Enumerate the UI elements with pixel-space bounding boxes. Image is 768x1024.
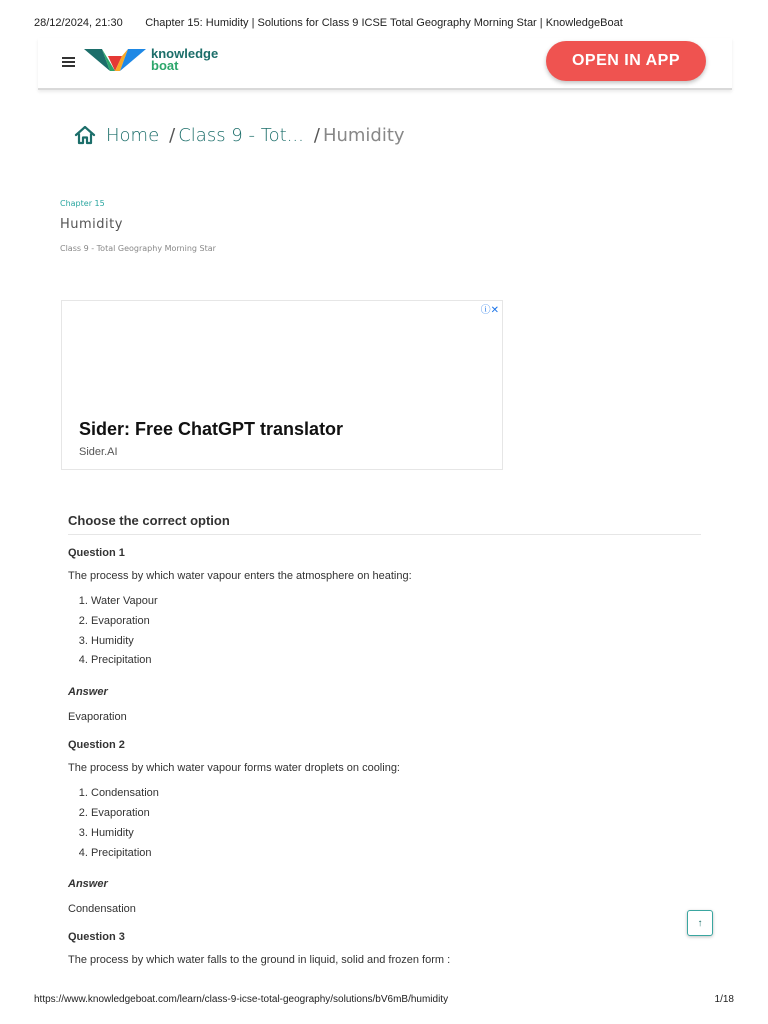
question-label: Question 1 <box>68 547 125 559</box>
answer-text: Evaporation <box>68 711 127 724</box>
home-icon[interactable] <box>74 125 96 145</box>
scroll-to-top-button[interactable] <box>687 910 713 936</box>
print-url: https://www.knowledgeboat.com/learn/class-9-icse-total-geography/solutions/bV6mB/humidity <box>34 994 449 1005</box>
open-in-app-button[interactable]: OPEN IN APP <box>546 41 706 81</box>
hamburger-menu-icon[interactable] <box>62 57 75 67</box>
breadcrumb-separator: / <box>313 124 320 146</box>
logo-text-boat: boat <box>151 58 179 73</box>
chapter-book-name: Class 9 - Total Geography Morning Star <box>60 244 216 253</box>
option-item: 4. Precipitation <box>91 846 701 866</box>
section-heading: Choose the correct option <box>68 513 701 535</box>
answer-text: Condensation <box>68 903 136 916</box>
arrow-up-icon: ↑ <box>697 917 703 929</box>
option-item: 3. Humidity <box>91 826 701 846</box>
option-item: 1. Water Vapour <box>91 594 701 614</box>
option-item: 1. Condensation <box>91 786 701 806</box>
ad-choices-close-icon[interactable]: ⓘ✕ <box>480 305 499 316</box>
question-label: Question 2 <box>68 739 125 752</box>
chapter-title: Humidity <box>60 217 123 232</box>
question-text: The process by which water falls to the ground in liquid, solid and frozen form : <box>68 954 451 967</box>
breadcrumb-home-link[interactable]: Home <box>106 124 160 146</box>
advertisement-banner[interactable] <box>61 300 503 470</box>
breadcrumb-current: Humidity <box>322 124 405 146</box>
breadcrumb-class-link[interactable]: Class 9 - Tot... <box>178 124 304 146</box>
question-label: Question 3 <box>68 931 125 944</box>
print-datetime: 28/12/2024, 21:30 <box>34 17 123 29</box>
option-item: 2. Evaporation <box>91 806 701 826</box>
answer-label: Answer <box>68 686 108 699</box>
question-text: The process by which water vapour enters the atmosphere on heating: <box>68 570 412 582</box>
option-list <box>68 786 701 865</box>
print-footer <box>0 994 768 1008</box>
top-navbar <box>38 38 732 90</box>
breadcrumb-separator: / <box>169 124 176 146</box>
option-item: 4. Precipitation <box>91 653 701 673</box>
knowledgeboat-logo-icon[interactable] <box>84 47 146 73</box>
answer-label: Answer <box>68 878 108 891</box>
print-page-title: Chapter 15: Humidity | Solutions for Class 9 ICSE Total Geography Morning Star | KnowledgeBoat <box>145 17 623 29</box>
solutions-content <box>68 513 701 978</box>
logo-text-knowledge: knowledge <box>151 46 219 61</box>
option-list <box>68 594 701 673</box>
breadcrumb <box>74 122 405 148</box>
ad-title[interactable]: Sider: Free ChatGPT translator <box>79 419 344 439</box>
option-item: 2. Evaporation <box>91 614 701 634</box>
chapter-number-label: Chapter 15 <box>60 199 105 208</box>
print-header <box>0 17 768 31</box>
ad-source[interactable]: Sider.AI <box>79 446 118 458</box>
question-text: The process by which water vapour forms water droplets on cooling: <box>68 762 400 775</box>
logo-wordmark[interactable] <box>151 48 218 72</box>
print-page-number: 1/18 <box>714 994 734 1005</box>
option-item: 3. Humidity <box>91 634 701 654</box>
